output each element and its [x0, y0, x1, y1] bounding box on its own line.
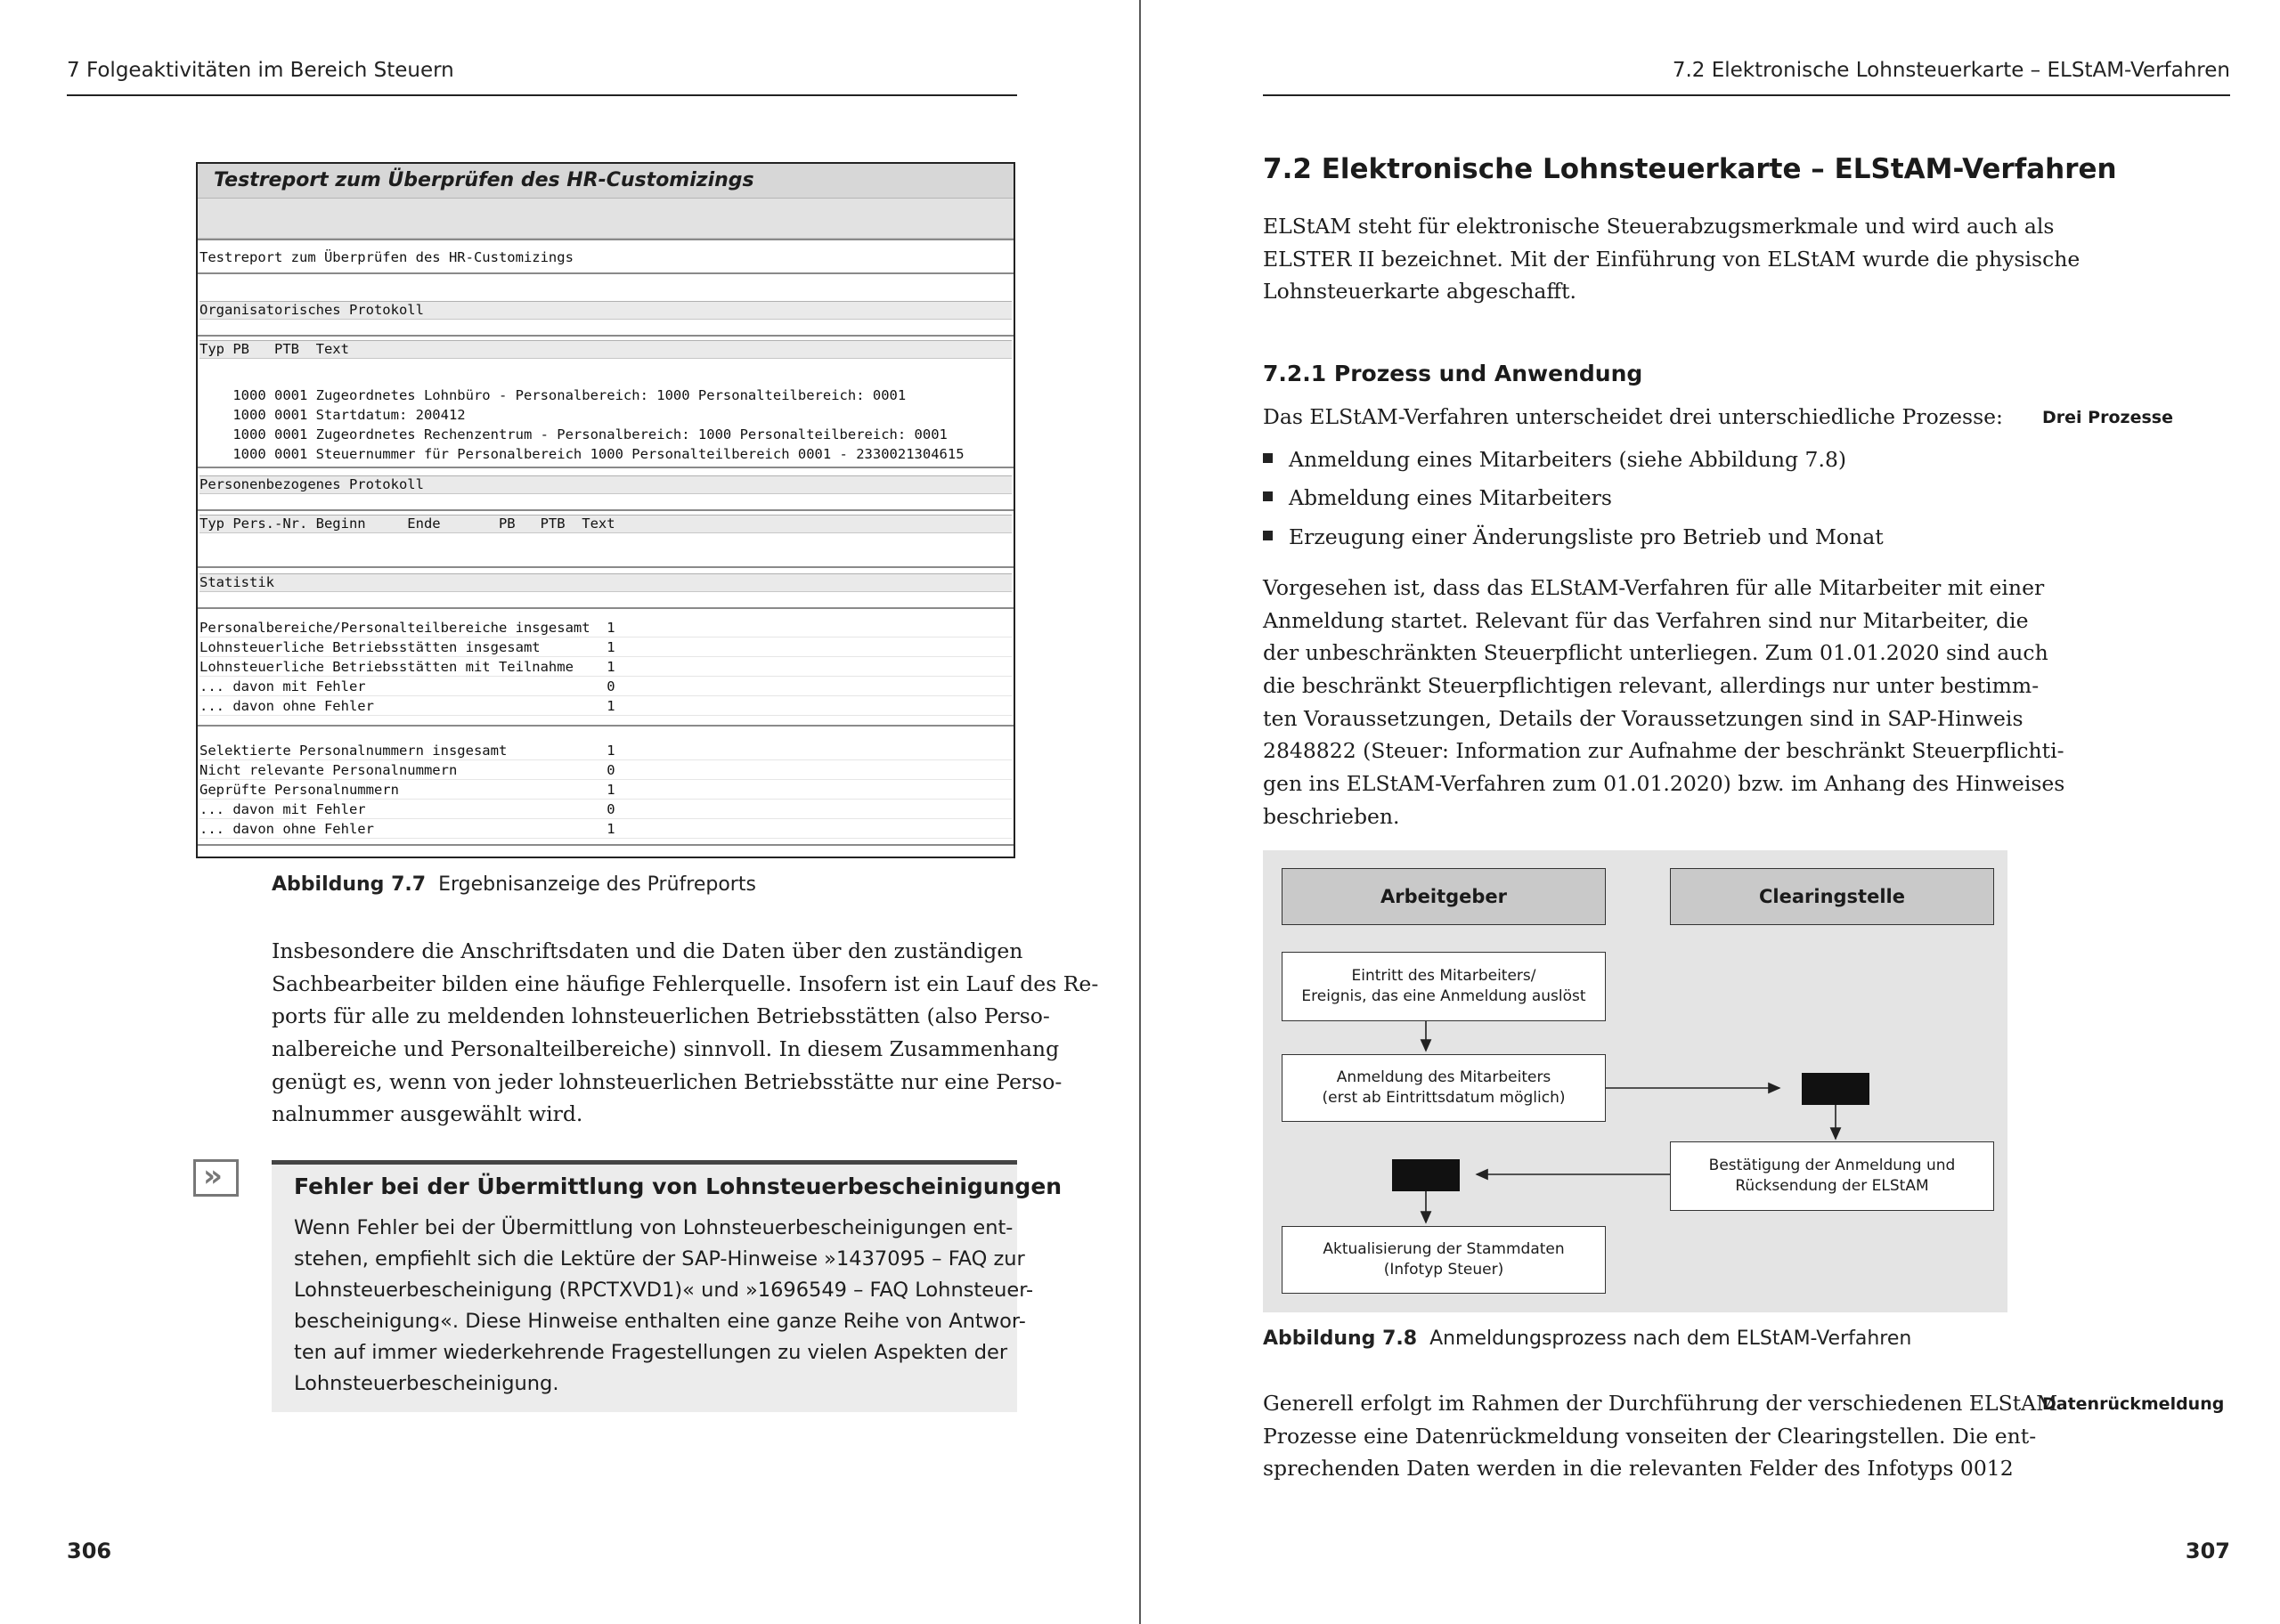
margin-note: Drei Prozesse: [2042, 408, 2173, 427]
box-line: Bestätigung der Anmeldung und: [1708, 1157, 1956, 1174]
text-line: Generell erfolgt im Rahmen der Durchführung der verschiedenen ELStAM-: [1263, 1391, 2065, 1416]
body-paragraph: [272, 935, 1099, 1131]
text-line: Prozesse eine Datenrückmeldung vonseiten der Clearingstellen. Die ent-: [1263, 1423, 2037, 1449]
text-line: Vorgesehen ist, dass das ELStAM-Verfahren für alle Mitarbeiter mit einer: [1263, 575, 2045, 600]
text-line: genügt es, wenn von jeder lohnsteuerlichen Betriebsstätte nur eine Perso-: [272, 1068, 1063, 1094]
intro-paragraph: [1263, 210, 2080, 308]
margin-note: Datenrückmeldung: [2042, 1394, 2225, 1414]
sap-separator: [198, 566, 1014, 568]
bullet-item: [1263, 485, 1612, 510]
text-line: Lohnsteuerkarte abgeschafft.: [1263, 279, 1576, 304]
sap-org-row: 1000 0001 Zugeordnetes Rechenzentrum - Personalbereich: 1000 Personalteilbereich: 0001: [200, 426, 948, 443]
box-line: Rücksendung der ELStAM: [1735, 1177, 1929, 1195]
note-title: Fehler bei der Übermittlung von Lohnsteuerbescheinigungen: [294, 1173, 1063, 1199]
box-line: Aktualisierung der Stammdaten: [1323, 1240, 1565, 1258]
text-line: nalbereiche und Personalteilbereiche) sinnvoll. In diesem Zusammenhang: [272, 1036, 1060, 1062]
process-diagram: [1263, 850, 2007, 1312]
box-line: (erst ab Eintrittsdatum möglich): [1322, 1089, 1566, 1107]
text-line: Das ELStAM-Verfahren unterscheidet drei unterschiedliche Prozesse:: [1263, 404, 2003, 429]
left-page: [0, 0, 1139, 1624]
sap-org-row: 1000 0001 Zugeordnetes Lohnbüro - Personalbereich: 1000 Personalteilbereich: 0001: [200, 387, 907, 403]
text-line: ELSTER II bezeichnet. Mit der Einführung von ELStAM wurde die physische: [1263, 246, 2080, 272]
note-line: bescheinigung«. Diese Hinweise enthalten eine ganze Reihe von Antwor-: [294, 1310, 1026, 1333]
bullet-item: [1263, 524, 1884, 549]
text-line: Insbesondere die Anschriftsdaten und die Daten über den zuständigen: [272, 938, 1023, 963]
sap-window-title: Testreport zum Überprüfen des HR-Customizings: [198, 164, 1014, 199]
note-line: ten auf immer wiederkehrende Fragestellungen zu vielen Aspekten der: [294, 1341, 1008, 1364]
text-line: beschrieben.: [1263, 803, 1400, 829]
text-line: Anmeldung startet. Relevant für das Verfahren sind nur Mitarbeiter, die: [1263, 607, 2029, 633]
sap-stat-row: Nicht relevante Personalnummern 0: [200, 762, 1012, 780]
text-line: gen ins ELStAM-Verfahren zum 01.01.2020) bzw. im Anhang des Hinweises: [1263, 771, 2065, 797]
column-header-clearing: Clearingstelle: [1670, 868, 1994, 925]
bullet-square-icon: [1263, 453, 1273, 463]
note-line: Lohnsteuerbescheinigung.: [294, 1372, 559, 1395]
text-line: 2848822 (Steuer: Information zur Aufnahme der beschränkt Steuerpflichti-: [1263, 738, 2064, 764]
header-rule-right: [1263, 94, 2230, 96]
sap-stat-row: Geprüfte Personalnummern 1: [200, 782, 1012, 800]
sap-person-column-header: Typ Pers.-Nr. Beginn Ende PB PTB Text: [200, 515, 1012, 533]
double-chevron-icon: »: [203, 1158, 223, 1194]
process-intro: [1263, 401, 2007, 434]
text-line: sprechenden Daten werden in die relevanten Felder des Infotyps 0012: [1263, 1456, 2014, 1482]
box-employee-entry: [1282, 952, 1606, 1021]
sap-org-row: 1000 0001 Steuernummer für Personalbereich 1000 Personalteilbereich 0001 - 2330021304615: [200, 446, 965, 462]
sap-stat-row: Lohnsteuerliche Betriebsstätten insgesamt 1: [200, 639, 1012, 657]
sap-org-column-header: Typ PB PTB Text: [200, 340, 1012, 359]
bullet-square-icon: [1263, 491, 1273, 501]
figure-caption-text: Anmeldungsprozess nach dem ELStAM-Verfahren: [1429, 1328, 1912, 1350]
employer-process-block: [1392, 1159, 1460, 1191]
sap-separator: [198, 272, 1014, 274]
sap-stat-row: Lohnsteuerliche Betriebsstätten mit Teilnahme 1: [200, 659, 1012, 677]
sap-separator: [198, 725, 1014, 727]
box-master-data-update: [1282, 1226, 1606, 1294]
figure-caption-7-8: [1263, 1328, 1911, 1350]
box-line: (Infotyp Steuer): [1383, 1261, 1504, 1279]
running-head-left: 7 Folgeaktivitäten im Bereich Steuern: [67, 59, 454, 82]
sap-report-subtitle: Testreport zum Überprüfen des HR-Customizings: [200, 249, 574, 265]
sap-statistics-header: Statistik: [200, 573, 1012, 592]
note-icon: [193, 1159, 238, 1197]
section-heading: 7.2 Elektronische Lohnsteuerkarte – ELStAM-Verfahren: [1263, 153, 2117, 185]
sap-toolbar: [198, 199, 1014, 239]
note-line: Lohnsteuerbescheinigung (RPCTXVD1)« und »1696549 – FAQ Lohnsteuer-: [294, 1279, 1034, 1302]
sap-person-protocol-header: Personenbezogenes Protokoll: [200, 475, 1012, 494]
sap-stat-row: Personalbereiche/Personalteilbereiche insgesamt 1: [200, 620, 1012, 637]
sap-separator: [198, 509, 1014, 511]
column-header-employer: Arbeitgeber: [1282, 868, 1606, 925]
page-number-right: 307: [2185, 1539, 2230, 1563]
sap-separator: [198, 467, 1014, 468]
text-line: die beschränkt Steuerpflichtigen relevant, allerdings nur unter bestimm-: [1263, 673, 2040, 699]
text-line: ports für alle zu meldenden lohnsteuerlichen Betriebsstätten (also Perso-: [272, 1003, 1050, 1029]
header-rule-left: [67, 94, 1017, 96]
note-line: Wenn Fehler bei der Übermittlung von Lohnsteuerbescheinigungen ent-: [294, 1216, 1014, 1239]
bullet-text: Anmeldung eines Mitarbeiters (siehe Abbildung 7.8): [1289, 447, 1847, 472]
sap-separator: [198, 607, 1014, 609]
sap-separator: [198, 335, 1014, 337]
text-line: Sachbearbeiter bilden eine häufige Fehlerquelle. Insofern ist ein Lauf des Re-: [272, 970, 1099, 996]
right-page: [1141, 0, 2280, 1624]
sap-stat-row: ... davon ohne Fehler 1: [200, 698, 1012, 716]
body-paragraph: [1263, 1387, 2065, 1485]
figure-label: Abbildung 7.8: [1263, 1328, 1418, 1350]
sap-stat-row: ... davon mit Fehler 0: [200, 678, 1012, 696]
figure-caption-7-7: [272, 873, 756, 896]
box-line: Eintritt des Mitarbeiters/: [1351, 967, 1536, 985]
text-line: nalnummer ausgewählt wird.: [272, 1101, 583, 1127]
note-text: [294, 1213, 1034, 1400]
sap-stat-row: ... davon ohne Fehler 1: [200, 821, 1012, 839]
bullet-square-icon: [1263, 531, 1273, 540]
text-line: der unbeschränkten Steuerpflicht unterliegen. Zum 01.01.2020 sind auch: [1263, 640, 2048, 666]
sap-separator: [198, 239, 1014, 240]
bullet-text: Abmeldung eines Mitarbeiters: [1289, 485, 1612, 510]
body-paragraph: [1263, 572, 2065, 833]
subsection-heading: 7.2.1 Prozess und Anwendung: [1263, 361, 1643, 386]
clearing-process-block: [1802, 1073, 1869, 1105]
sap-org-row: 1000 0001 Startdatum: 200412: [200, 407, 466, 423]
figure-label: Abbildung 7.7: [272, 873, 427, 896]
sap-stat-row: Selektierte Personalnummern insgesamt 1: [200, 743, 1012, 760]
note-icon-bracket: [233, 1159, 239, 1197]
sap-org-protocol-header: Organisatorisches Protokoll: [200, 301, 1012, 320]
box-line: Ereignis, das eine Anmeldung auslöst: [1301, 987, 1586, 1005]
bullet-item: [1263, 447, 1846, 472]
figure-caption-text: Ergebnisanzeige des Prüfreports: [438, 873, 756, 896]
text-line: ten Voraussetzungen, Details der Voraussetzungen sind in SAP-Hinweis: [1263, 705, 2024, 731]
sap-report-screenshot: [196, 162, 1015, 858]
box-line: Anmeldung des Mitarbeiters: [1336, 1068, 1551, 1086]
box-employee-registration: [1282, 1054, 1606, 1122]
note-line: stehen, empfiehlt sich die Lektüre der SAP-Hinweise »1437095 – FAQ zur: [294, 1247, 1025, 1271]
text-line: ELStAM steht für elektronische Steuerabzugsmerkmale und wird auch als: [1263, 214, 2055, 239]
running-head-right: 7.2 Elektronische Lohnsteuerkarte – ELStAM-Verfahren: [1672, 59, 2230, 82]
bullet-text: Erzeugung einer Änderungsliste pro Betrieb und Monat: [1289, 524, 1884, 549]
sap-separator: [198, 844, 1014, 846]
sap-stat-row: ... davon mit Fehler 0: [200, 801, 1012, 819]
box-registration-confirmation: [1670, 1141, 1994, 1211]
page-number-left: 306: [67, 1539, 112, 1563]
